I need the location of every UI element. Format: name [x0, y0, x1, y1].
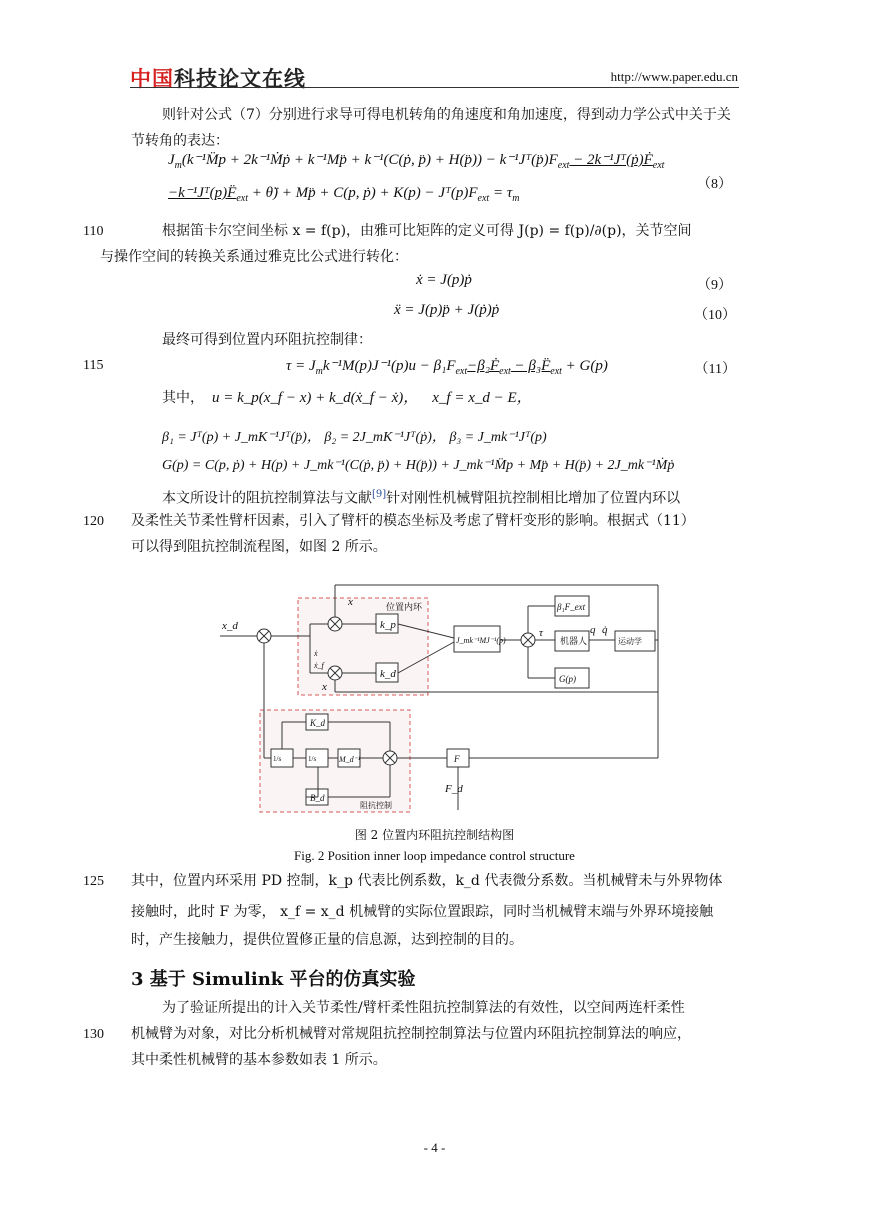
- line-number-110: 110: [83, 224, 104, 239]
- label-tau: τ: [539, 627, 543, 639]
- label-Md: M_d⁻¹: [339, 755, 361, 764]
- paragraph-5-line-3: 时，产生接触力，提供位置修正量的信息源，达到控制的目的。: [131, 932, 523, 948]
- label-xdot: ẋ: [314, 649, 318, 658]
- equation-8-line-1: $J_m(k^{-1}M̈p$ + 2k⁻¹Ṁṗ + k⁻¹Mp̈ + k⁻¹(C(ṗ, p̈) + H(p̈)) − $k^{-1}Jᵀ(p̈)F_{ext}$ − 2k⁻¹Jᵀ(ṗ)Ḟ$_{ext}$: [168, 152, 665, 171]
- paragraph-4: 本文所设计的阻抗控制算法与文献[9]针对刚性机械臂阻抗控制相比增加了位置内环以: [162, 489, 681, 507]
- label-Bd: B_d: [310, 793, 325, 803]
- line-number-130: 130: [83, 1027, 104, 1042]
- header-url[interactable]: http://www.paper.edu.cn: [610, 69, 738, 84]
- g-definition: G(p) = C(p, ṗ) + H(p) + J_mk⁻¹(C(ṗ, p̈) + H(p̈)) + J_mk⁻¹M̈p + Mp̈ + H(p̈) + 2J_mk⁻¹Ṁṗ: [162, 458, 675, 473]
- label-x-top: x: [348, 596, 353, 608]
- label-gp: G(p): [559, 674, 576, 684]
- journal-logo: [130, 63, 306, 93]
- section-heading: 3 基于 Simulink 平台的仿真实验: [131, 969, 416, 990]
- paragraph-1: 则针对公式（7）分别进行求导可得电机转角的角速度和角加速度，得到动力学公式中关于关节转角的表达：: [131, 107, 731, 149]
- label-impedance: 阻抗控制: [360, 801, 392, 810]
- figure-caption-en: Fig. 2 Position inner loop impedance control structure: [294, 848, 575, 863]
- equation-11-number: （11）: [694, 362, 736, 377]
- equation-11: $\tau = J_mk^{-1}M(p)J^{-1}(p)u$ − $\beta_1F_{ext}-\beta_2Ḟ_{ext}$ − $\beta_3F̈_{ext} + G(p)$: [286, 358, 608, 377]
- equation-9-number: （9）: [697, 278, 732, 293]
- label-kd: k_d: [380, 668, 396, 680]
- logo-red-text: 中国: [130, 67, 174, 91]
- label-xd: x_d: [222, 620, 238, 632]
- label-xf: ẋ_f: [314, 661, 324, 670]
- equation-8-line-2: $-k^{-1}Jᵀ(p)F̈_{ext}$ + θ̈) + Mp̈ + C(p, ṗ) + $K(p) - Jᵀ(p)F_{ext} = \tau_m$: [168, 185, 520, 204]
- paragraph-2: 根据笛卡尔空间坐标 x = f(p)，由雅可比矩阵的定义可得 J(p) = f(p)/∂(p)，关节空间 与操作空间的转换关系通过雅克比公式进行转化：: [100, 223, 692, 265]
- equation-9: ẋ = J(p)ṗ: [416, 272, 472, 288]
- equation-8-number: （8）: [697, 177, 732, 192]
- header-rule: [130, 87, 739, 88]
- paragraph-6-line-1: 为了验证所提出的计入关节柔性/臂杆柔性阻抗控制算法的有效性，以空间两连杆柔性: [162, 1000, 685, 1016]
- label-beta-f: β₁F_ext: [557, 602, 586, 612]
- line-number-115: 115: [83, 358, 104, 373]
- equation-10-number: （10）: [694, 308, 736, 323]
- label-one-s-2: 1/s: [308, 755, 317, 763]
- paragraph-3: 最终可得到位置内环阻抗控制律：: [162, 332, 372, 348]
- label-Fd: F_d: [445, 783, 463, 795]
- paragraph-4-line-2: 及柔性关节柔性臂杆因素，引入了臂杆的模态坐标及考虑了臂杆变形的影响。根据式（11）: [131, 513, 695, 529]
- label-F: F: [454, 754, 460, 764]
- figure-caption-cn: 图 2 位置内环阻抗控制结构图: [354, 828, 515, 842]
- paragraph-5-line-2: 接触时，此时 F 为零， x_f = x_d 机械臂的实际位置跟踪，同时当机械臂末端与外界环境接触: [131, 904, 714, 920]
- paragraph-6-line-3: 其中柔性机械臂的基本参数如表 1 所示。: [131, 1052, 387, 1068]
- logo-dark-text: 科技论文在线: [174, 67, 306, 91]
- label-q: q: [590, 624, 596, 636]
- label-jkmj: J_mk⁻¹MJ⁻¹(p): [456, 636, 506, 645]
- label-qdot: q̇: [602, 624, 608, 636]
- label-x-bottom: x: [322, 681, 327, 693]
- beta-definitions: β₁ = Jᵀ(p) + J_mK⁻¹Jᵀ(p̈)， β₂ = 2J_mK⁻¹Jᵀ(ṗ)， β₃ = J_mk⁻¹Jᵀ(p): [162, 430, 547, 445]
- equation-10: ẍ = J(p)p̈ + J(ṗ)ṗ: [394, 302, 500, 318]
- figure-2-diagram: [210, 580, 660, 816]
- label-one-s-1: 1/s: [273, 755, 282, 763]
- paragraph-4-line-3: 可以得到阻抗控制流程图，如图 2 所示。: [131, 539, 387, 555]
- inner-loop-box: [298, 598, 428, 695]
- label-robot: 机器人: [560, 636, 588, 646]
- label-inner-loop: 位置内环: [386, 602, 423, 612]
- where-line: 其中， u = k_p(x_f − x) + k_d(ẋ_f − ẋ)， x_f = x_d − E，: [162, 390, 532, 406]
- label-kinematics: 运动学: [618, 637, 642, 646]
- label-kp: k_p: [380, 619, 396, 631]
- page-number: - 4 -: [423, 1140, 446, 1155]
- citation-9[interactable]: [9]: [372, 489, 387, 500]
- paragraph-5-line-1: 其中，位置内环采用 PD 控制，k_p 代表比例系数，k_d 代表微分系数。当机械臂未与外界物体: [131, 873, 723, 889]
- line-number-120: 120: [83, 514, 104, 529]
- line-number-125: 125: [83, 874, 104, 889]
- label-Kd: K_d: [310, 718, 326, 728]
- paragraph-6-line-2: 机械臂为对象，对比分析机械臂对常规阻抗控制控制算法与位置内环阻抗控制算法的响应，: [131, 1026, 691, 1042]
